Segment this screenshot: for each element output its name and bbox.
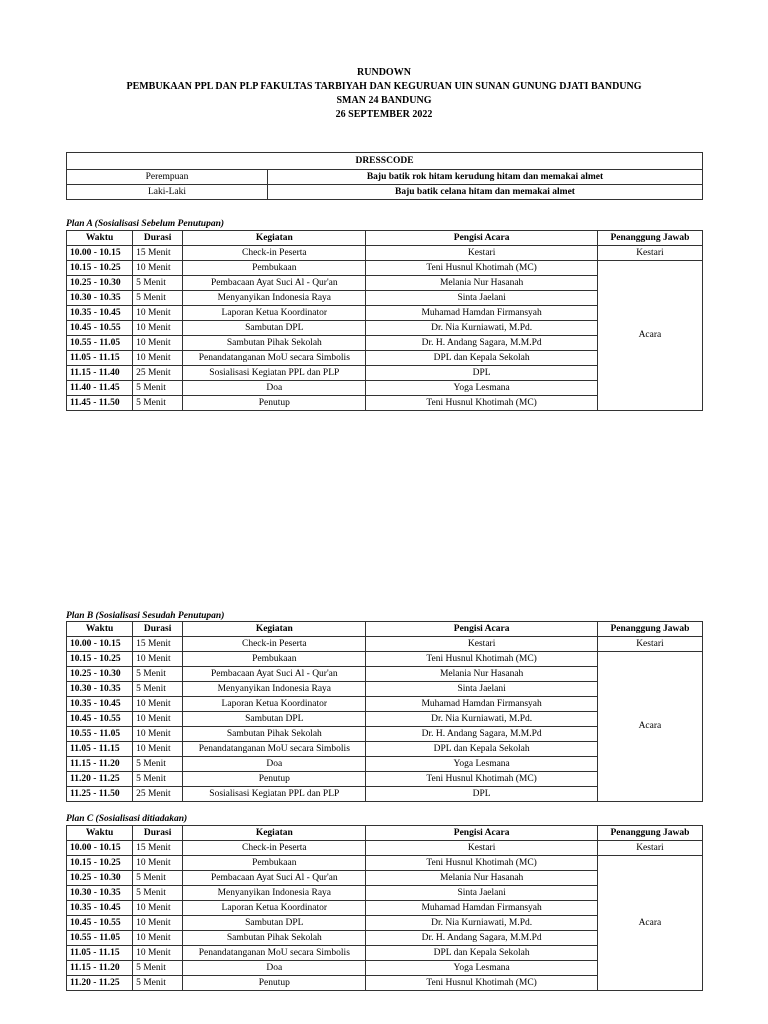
dresscode-value: Baju batik rok hitam kerudung hitam dan memakai almet — [268, 170, 703, 185]
time-cell: 10.55 - 11.05 — [67, 931, 133, 946]
duration-cell: 5 Menit — [133, 381, 183, 396]
duration-cell: 25 Menit — [133, 787, 183, 802]
presenter-cell: Teni Husnul Khotimah (MC) — [366, 261, 597, 276]
column-header-waktu: Waktu — [67, 826, 133, 841]
dresscode-value: Baju batik celana hitam dan memakai almet — [268, 185, 703, 200]
presenter-cell: Sinta Jaelani — [366, 291, 597, 306]
activity-cell: Doa — [183, 961, 366, 976]
activity-cell: Check-in Peserta — [183, 246, 366, 261]
dresscode-label: Laki-Laki — [67, 185, 268, 200]
table-row — [67, 856, 703, 871]
presenter-cell: DPL dan Kepala Sekolah — [366, 351, 597, 366]
table-row — [67, 261, 703, 276]
activity-cell: Penandatanganan MoU secara Simbolis — [183, 946, 366, 961]
presenter-cell: Melania Nur Hasanah — [366, 667, 597, 682]
responsible-cell: Kestari — [597, 637, 702, 652]
presenter-cell: Dr. H. Andang Sagara, M.M.Pd — [366, 336, 597, 351]
column-header-durasi: Durasi — [133, 826, 183, 841]
activity-cell: Pembukaan — [183, 261, 366, 276]
activity-cell: Sosialisasi Kegiatan PPL dan PLP — [183, 366, 366, 381]
activity-cell: Sambutan Pihak Sekolah — [183, 336, 366, 351]
column-header-durasi: Durasi — [133, 622, 183, 637]
time-cell: 11.05 - 11.15 — [67, 742, 133, 757]
time-cell: 10.35 - 10.45 — [67, 697, 133, 712]
column-header-pj: Penanggung Jawab — [597, 231, 702, 246]
time-cell: 10.25 - 10.30 — [67, 276, 133, 291]
duration-cell: 5 Menit — [133, 682, 183, 697]
activity-cell: Penutup — [183, 396, 366, 411]
time-cell: 10.30 - 10.35 — [67, 291, 133, 306]
activity-cell: Sosialisasi Kegiatan PPL dan PLP — [183, 787, 366, 802]
activity-cell: Sambutan DPL — [183, 916, 366, 931]
column-header-pengisi: Pengisi Acara — [366, 826, 597, 841]
presenter-cell: Dr. Nia Kurniawati, M.Pd. — [366, 712, 597, 727]
presenter-cell: DPL dan Kepala Sekolah — [366, 946, 597, 961]
activity-cell: Check-in Peserta — [183, 637, 366, 652]
activity-cell: Penandatanganan MoU secara Simbolis — [183, 351, 366, 366]
duration-cell: 10 Menit — [133, 946, 183, 961]
responsible-cell: Kestari — [597, 246, 702, 261]
presenter-cell: Muhamad Hamdan Firmansyah — [366, 697, 597, 712]
activity-cell: Doa — [183, 757, 366, 772]
dresscode-row — [67, 170, 703, 185]
duration-cell: 10 Menit — [133, 306, 183, 321]
duration-cell: 5 Menit — [133, 396, 183, 411]
presenter-cell: Dr. Nia Kurniawati, M.Pd. — [366, 321, 597, 336]
duration-cell: 15 Menit — [133, 246, 183, 261]
activity-cell: Penutup — [183, 976, 366, 991]
column-header-pengisi: Pengisi Acara — [366, 231, 597, 246]
time-cell: 11.45 - 11.50 — [67, 396, 133, 411]
time-cell: 11.05 - 11.15 — [67, 351, 133, 366]
presenter-cell: Melania Nur Hasanah — [366, 276, 597, 291]
duration-cell: 10 Menit — [133, 321, 183, 336]
table-header-row — [67, 231, 703, 246]
time-cell: 11.25 - 11.50 — [67, 787, 133, 802]
plan-a-title: Plan A (Sosialisasi Sebelum Penutupan) — [66, 219, 225, 229]
duration-cell: 10 Menit — [133, 336, 183, 351]
column-header-pengisi: Pengisi Acara — [366, 622, 597, 637]
schedule-table — [66, 825, 703, 991]
column-header-pj: Penanggung Jawab — [597, 826, 702, 841]
duration-cell: 5 Menit — [133, 667, 183, 682]
duration-cell: 5 Menit — [133, 276, 183, 291]
time-cell: 11.15 - 11.20 — [67, 961, 133, 976]
activity-cell: Sambutan DPL — [183, 321, 366, 336]
activity-cell: Pembacaan Ayat Suci Al - Qur'an — [183, 276, 366, 291]
duration-cell: 10 Menit — [133, 856, 183, 871]
presenter-cell: DPL — [366, 366, 597, 381]
responsible-cell: Kestari — [597, 841, 702, 856]
duration-cell: 5 Menit — [133, 772, 183, 787]
duration-cell: 15 Menit — [133, 841, 183, 856]
activity-cell: Laporan Ketua Koordinator — [183, 901, 366, 916]
presenter-cell: Muhamad Hamdan Firmansyah — [366, 306, 597, 321]
duration-cell: 10 Menit — [133, 351, 183, 366]
duration-cell: 10 Menit — [133, 712, 183, 727]
column-header-kegiatan: Kegiatan — [183, 826, 366, 841]
time-cell: 10.45 - 10.55 — [67, 916, 133, 931]
presenter-cell: Teni Husnul Khotimah (MC) — [366, 856, 597, 871]
time-cell: 11.40 - 11.45 — [67, 381, 133, 396]
time-cell: 10.55 - 11.05 — [67, 336, 133, 351]
activity-cell: Laporan Ketua Koordinator — [183, 306, 366, 321]
table-header-row — [67, 622, 703, 637]
presenter-cell: Teni Husnul Khotimah (MC) — [366, 652, 597, 667]
presenter-cell: Dr. H. Andang Sagara, M.M.Pd — [366, 931, 597, 946]
duration-cell: 10 Menit — [133, 931, 183, 946]
dresscode-table — [66, 152, 703, 200]
activity-cell: Pembacaan Ayat Suci Al - Qur'an — [183, 667, 366, 682]
time-cell: 10.45 - 10.55 — [67, 712, 133, 727]
time-cell: 10.00 - 10.15 — [67, 841, 133, 856]
duration-cell: 5 Menit — [133, 757, 183, 772]
presenter-cell: Yoga Lesmana — [366, 961, 597, 976]
table-row — [67, 652, 703, 667]
doc-date: 26 SEPTEMBER 2022 — [335, 109, 433, 120]
duration-cell: 10 Menit — [133, 901, 183, 916]
activity-cell: Pembukaan — [183, 856, 366, 871]
activity-cell: Menyanyikan Indonesia Raya — [183, 291, 366, 306]
presenter-cell: Yoga Lesmana — [366, 757, 597, 772]
presenter-cell: Melania Nur Hasanah — [366, 871, 597, 886]
duration-cell: 5 Menit — [133, 871, 183, 886]
time-cell: 10.55 - 11.05 — [67, 727, 133, 742]
schedule-table — [66, 230, 703, 411]
time-cell: 10.15 - 10.25 — [67, 652, 133, 667]
column-header-durasi: Durasi — [133, 231, 183, 246]
schedule-table — [66, 621, 703, 802]
time-cell: 11.20 - 11.25 — [67, 976, 133, 991]
responsible-cell: Acara — [597, 261, 702, 411]
time-cell: 11.20 - 11.25 — [67, 772, 133, 787]
activity-cell: Check-in Peserta — [183, 841, 366, 856]
duration-cell: 5 Menit — [133, 886, 183, 901]
table-row — [67, 637, 703, 652]
duration-cell: 5 Menit — [133, 291, 183, 306]
dresscode-row — [67, 185, 703, 200]
activity-cell: Doa — [183, 381, 366, 396]
activity-cell: Sambutan Pihak Sekolah — [183, 931, 366, 946]
time-cell: 10.25 - 10.30 — [67, 871, 133, 886]
activity-cell: Penutup — [183, 772, 366, 787]
time-cell: 10.30 - 10.35 — [67, 682, 133, 697]
column-header-kegiatan: Kegiatan — [183, 622, 366, 637]
time-cell: 10.35 - 10.45 — [67, 306, 133, 321]
column-header-pj: Penanggung Jawab — [597, 622, 702, 637]
presenter-cell: Kestari — [366, 246, 597, 261]
doc-school: SMAN 24 BANDUNG — [336, 95, 432, 106]
presenter-cell: Sinta Jaelani — [366, 886, 597, 901]
table-row — [67, 841, 703, 856]
duration-cell: 25 Menit — [133, 366, 183, 381]
table-header-row — [67, 826, 703, 841]
presenter-cell: DPL dan Kepala Sekolah — [366, 742, 597, 757]
presenter-cell: Teni Husnul Khotimah (MC) — [366, 396, 597, 411]
duration-cell: 15 Menit — [133, 637, 183, 652]
activity-cell: Sambutan DPL — [183, 712, 366, 727]
time-cell: 10.00 - 10.15 — [67, 246, 133, 261]
duration-cell: 5 Menit — [133, 961, 183, 976]
responsible-cell: Acara — [597, 856, 702, 991]
activity-cell: Sambutan Pihak Sekolah — [183, 727, 366, 742]
activity-cell: Penandatanganan MoU secara Simbolis — [183, 742, 366, 757]
presenter-cell: Sinta Jaelani — [366, 682, 597, 697]
responsible-cell: Acara — [597, 652, 702, 802]
activity-cell: Pembukaan — [183, 652, 366, 667]
duration-cell: 10 Menit — [133, 652, 183, 667]
time-cell: 10.45 - 10.55 — [67, 321, 133, 336]
presenter-cell: Kestari — [366, 841, 597, 856]
plan-c-title: Plan C (Sosialisasi ditiadakan) — [66, 814, 188, 824]
time-cell: 11.05 - 11.15 — [67, 946, 133, 961]
time-cell: 10.35 - 10.45 — [67, 901, 133, 916]
dresscode-title: DRESSCODE — [67, 153, 703, 170]
presenter-cell: Dr. Nia Kurniawati, M.Pd. — [366, 916, 597, 931]
time-cell: 10.15 - 10.25 — [67, 856, 133, 871]
presenter-cell: Dr. H. Andang Sagara, M.M.Pd — [366, 727, 597, 742]
time-cell: 10.15 - 10.25 — [67, 261, 133, 276]
presenter-cell: Teni Husnul Khotimah (MC) — [366, 772, 597, 787]
column-header-kegiatan: Kegiatan — [183, 231, 366, 246]
presenter-cell: Teni Husnul Khotimah (MC) — [366, 976, 597, 991]
column-header-waktu: Waktu — [67, 231, 133, 246]
activity-cell: Menyanyikan Indonesia Raya — [183, 886, 366, 901]
duration-cell: 5 Menit — [133, 976, 183, 991]
time-cell: 11.15 - 11.20 — [67, 757, 133, 772]
duration-cell: 10 Menit — [133, 697, 183, 712]
activity-cell: Menyanyikan Indonesia Raya — [183, 682, 366, 697]
time-cell: 10.30 - 10.35 — [67, 886, 133, 901]
doc-subtitle: PEMBUKAAN PPL DAN PLP FAKULTAS TARBIYAH DAN KEGURUAN UIN SUNAN GUNUNG DJATI BANDUNG — [126, 81, 642, 92]
duration-cell: 10 Menit — [133, 261, 183, 276]
table-row — [67, 246, 703, 261]
presenter-cell: Kestari — [366, 637, 597, 652]
time-cell: 11.15 - 11.40 — [67, 366, 133, 381]
duration-cell: 10 Menit — [133, 916, 183, 931]
time-cell: 10.00 - 10.15 — [67, 637, 133, 652]
plan-b-title: Plan B (Sosialisasi Sesudah Penutupan) — [66, 611, 225, 621]
dresscode-label: Perempuan — [67, 170, 268, 185]
presenter-cell: Yoga Lesmana — [366, 381, 597, 396]
time-cell: 10.25 - 10.30 — [67, 667, 133, 682]
duration-cell: 10 Menit — [133, 742, 183, 757]
presenter-cell: DPL — [366, 787, 597, 802]
duration-cell: 10 Menit — [133, 727, 183, 742]
doc-title: RUNDOWN — [357, 67, 411, 78]
presenter-cell: Muhamad Hamdan Firmansyah — [366, 901, 597, 916]
activity-cell: Pembacaan Ayat Suci Al - Qur'an — [183, 871, 366, 886]
column-header-waktu: Waktu — [67, 622, 133, 637]
activity-cell: Laporan Ketua Koordinator — [183, 697, 366, 712]
